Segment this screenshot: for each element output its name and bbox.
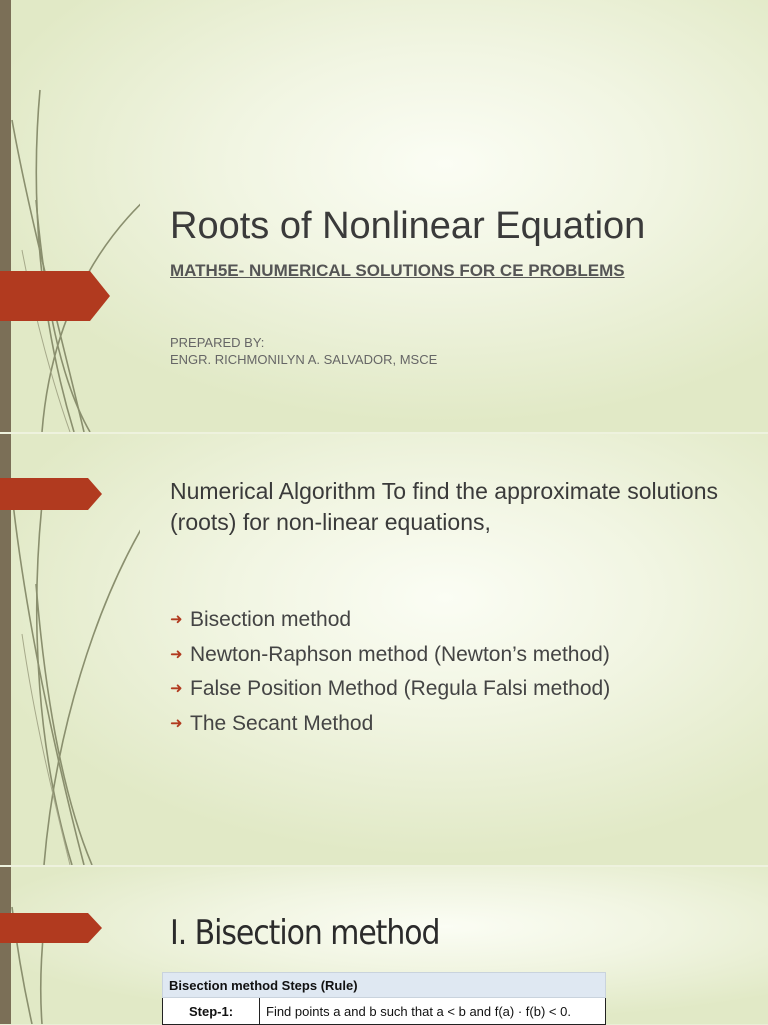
list-item-label: False Position Method (Regula Falsi method) [190, 677, 611, 700]
arrow-right-icon: ➜ [170, 611, 183, 628]
table-row [163, 998, 606, 1025]
slide-1 [0, 0, 768, 432]
page-title: Roots of Nonlinear Equation [170, 205, 646, 247]
step-text: Find points a and b such that a < b and f(a) · f(b) < 0. [260, 998, 606, 1025]
list-item [170, 638, 610, 673]
list-item [170, 672, 610, 707]
vine-decoration [0, 0, 140, 432]
vine-decoration [0, 867, 140, 1024]
prepared-by [170, 334, 437, 368]
list-item [170, 707, 610, 742]
section-title: I. Bisection method [170, 913, 440, 953]
arrow-right-icon: ➜ [170, 645, 183, 663]
step-label: Step-1: [163, 998, 260, 1025]
accent-tab [0, 913, 104, 943]
list-item-label: Bisection method [190, 608, 352, 631]
intro-text: Numerical Algorithm To find the approximate solutions (roots) for non-linear equations, [170, 478, 719, 535]
accent-tab [0, 478, 104, 510]
list-item-label: Newton-Raphson method (Newton’s method) [190, 642, 610, 666]
list-item [170, 603, 610, 638]
list-item-label: The Secant Method [190, 711, 374, 735]
prepared-label: PREPARED BY: [170, 335, 265, 350]
steps-table [162, 972, 606, 1025]
course-subtitle: MATH5E- NUMERICAL SOLUTIONS FOR CE PROBLEMS [170, 261, 625, 280]
methods-list [170, 603, 610, 741]
arrow-right-icon: ➜ [170, 714, 183, 732]
arrow-right-icon: ➜ [170, 680, 183, 697]
table-header: Bisection method Steps (Rule) [163, 973, 606, 998]
accent-tab [0, 271, 112, 321]
table-header-row [163, 973, 606, 998]
author-name: ENGR. RICHMONILYN A. SALVADOR, MSCE [170, 352, 438, 367]
